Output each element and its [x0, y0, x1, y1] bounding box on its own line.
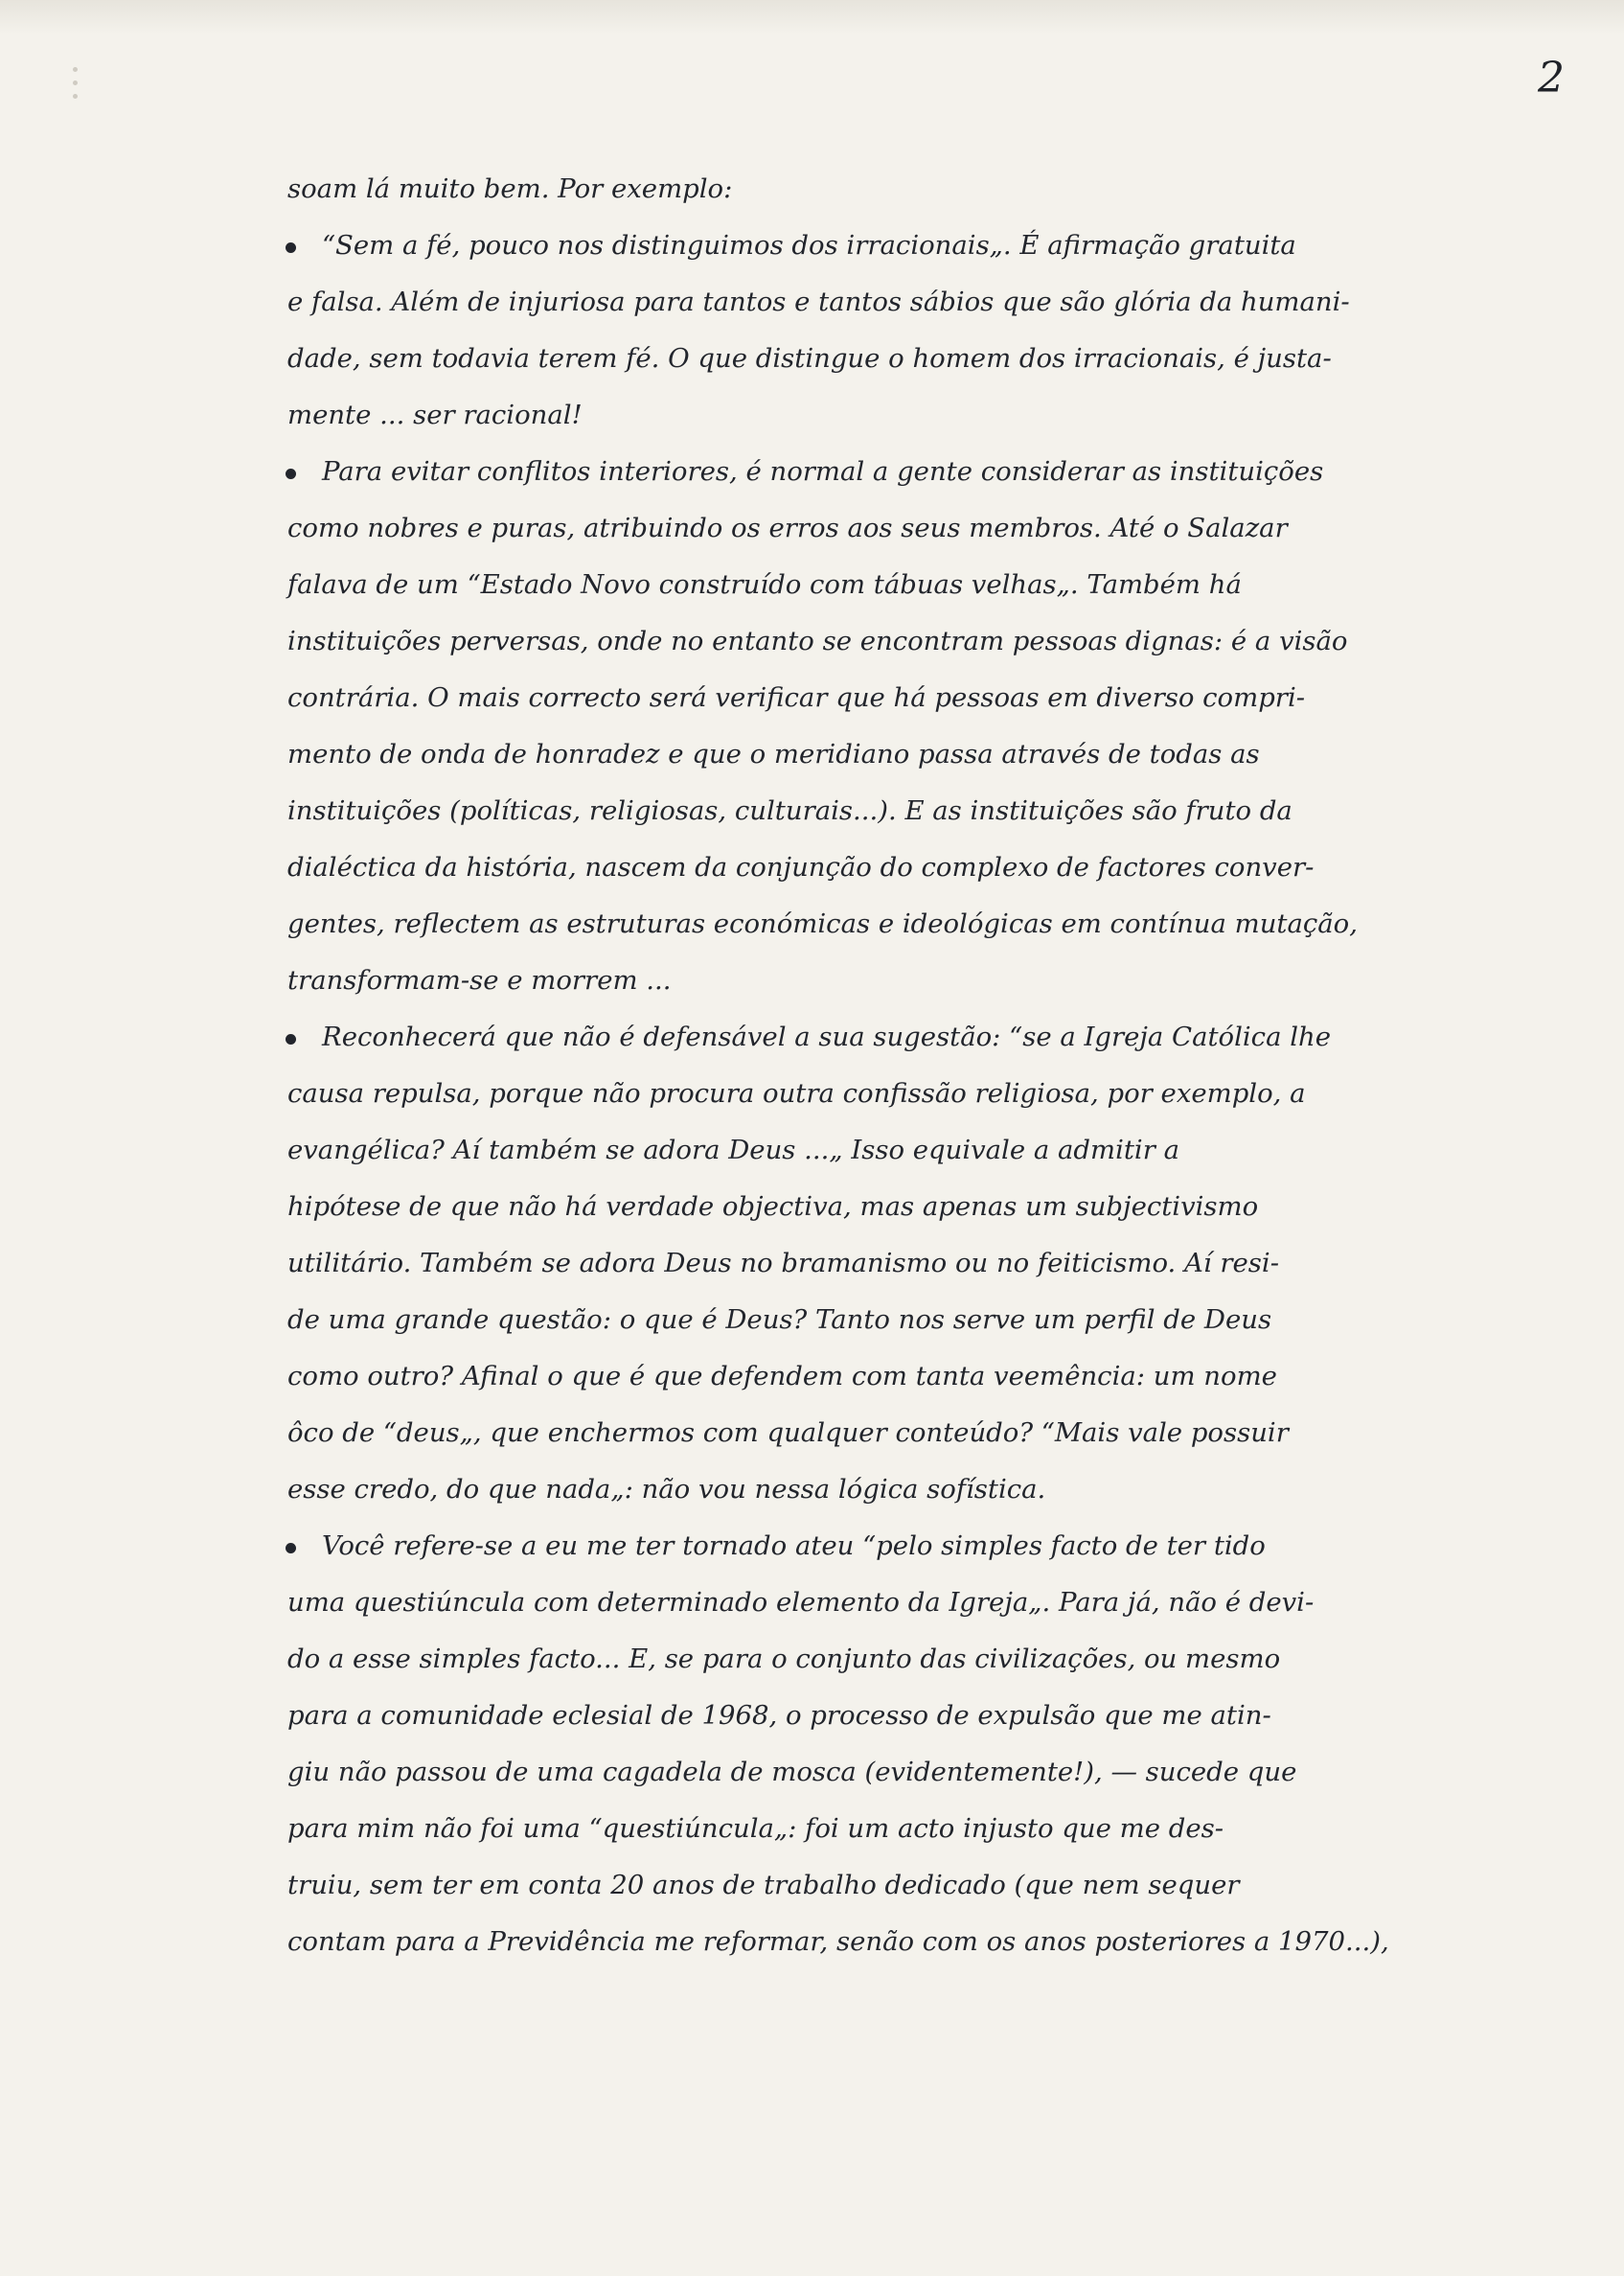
line-text: para a comunidade eclesial de 1968, o processo de expulsão que me atin- — [287, 1700, 1271, 1731]
text-line — [287, 896, 1543, 953]
handwritten-body-text — [287, 161, 1543, 1970]
line-text: uma questiúncula com determinado elemento da Igreja„. Para já, não é devi- — [287, 1587, 1315, 1618]
line-text: como outro? Afinal o que é que defendem com tanta veemência: um nome — [287, 1361, 1277, 1391]
text-line — [287, 1575, 1543, 1631]
text-line — [287, 726, 1543, 783]
line-text: gentes, reflectem as estruturas económicas e ideológicas em contínua mutação, — [287, 908, 1358, 939]
text-line — [287, 274, 1543, 331]
line-text: Você refere-se a eu me ter tornado ateu “pelo simples facto de ter tido — [322, 1530, 1266, 1561]
line-text: hipótese de que não há verdade objectiva, mas apenas um subjectivismo — [287, 1191, 1259, 1222]
bullet-dot-icon — [286, 242, 296, 253]
line-text: truiu, sem ter em conta 20 anos de trabalho dedicado (que nem sequer — [287, 1870, 1240, 1900]
line-text: “Sem a fé, pouco nos distinguimos dos irracionais„. É afirmação gratuita — [322, 230, 1296, 261]
line-text: dialéctica da história, nascem da conjunção do complexo de factores conver- — [287, 852, 1315, 883]
text-line — [287, 557, 1543, 613]
line-text: ôco de “deus„, que enchermos com qualquer conteúdo? “Mais vale possuir — [287, 1417, 1289, 1448]
line-text: utilitário. Também se adora Deus no bramanismo ou no feiticismo. Aí resi- — [287, 1248, 1280, 1278]
bullet-dot-icon — [286, 1034, 296, 1045]
text-line — [287, 1744, 1543, 1801]
line-text: mente ... ser racional! — [287, 400, 583, 430]
text-line — [287, 1801, 1543, 1857]
line-text: do a esse simples facto... E, se para o conjunto das civilizações, ou mesmo — [287, 1644, 1281, 1674]
line-text: soam lá muito bem. Por exemplo: — [287, 173, 733, 204]
line-text: evangélica? Aí também se adora Deus ...„ Isso equivale a admitir a — [287, 1135, 1179, 1165]
text-line — [287, 500, 1543, 557]
punch-mark — [73, 94, 78, 99]
text-line — [287, 1235, 1543, 1292]
bullet-dot-icon — [286, 469, 296, 479]
text-line — [287, 331, 1543, 387]
line-text: contrária. O mais correcto será verificar que há pessoas em diverso compri- — [287, 682, 1306, 713]
line-text: falava de um “Estado Novo construído com tábuas velhas„. Também há — [287, 569, 1242, 600]
line-text: como nobres e puras, atribuindo os erros aos seus membros. Até o Salazar — [287, 513, 1288, 543]
text-line — [287, 1688, 1543, 1744]
text-line — [287, 613, 1543, 670]
text-line — [287, 1914, 1543, 1970]
text-line — [287, 1405, 1543, 1461]
text-line — [287, 1066, 1543, 1122]
text-line — [287, 839, 1543, 896]
line-text: contam para a Previdência me reformar, senão com os anos posteriores a 1970...), — [287, 1926, 1389, 1957]
line-text: para mim não foi uma “questiúncula„: foi um acto injusto que me des- — [287, 1813, 1224, 1844]
line-text: Reconhecerá que não é defensável a sua sugestão: “se a Igreja Católica lhe — [322, 1022, 1331, 1052]
text-line — [287, 1348, 1543, 1405]
line-text: e falsa. Além de injuriosa para tantos e tantos sábios que são glória da humani- — [287, 287, 1350, 317]
bullet-line — [287, 1518, 1543, 1575]
bullet-line — [287, 444, 1543, 500]
line-text: instituições perversas, onde no entanto se encontram pessoas dignas: é a visão — [287, 626, 1348, 656]
text-line — [287, 1122, 1543, 1179]
text-line — [287, 1292, 1543, 1348]
line-text: esse credo, do que nada„: não vou nessa lógica sofística. — [287, 1474, 1046, 1505]
line-text: de uma grande questão: o que é Deus? Tanto nos serve um perfil de Deus — [287, 1304, 1272, 1335]
line-text: dade, sem todavia terem fé. O que distingue o homem dos irracionais, é justa- — [287, 343, 1332, 374]
punch-mark — [73, 80, 78, 85]
bullet-line — [287, 1009, 1543, 1066]
punch-mark — [73, 67, 78, 72]
text-line — [287, 953, 1543, 1009]
line-text: giu não passou de uma cagadela de mosca (evidentemente!), — sucede que — [287, 1757, 1297, 1787]
text-line — [287, 783, 1543, 839]
text-line — [287, 1179, 1543, 1235]
page-number: 2 — [1538, 54, 1565, 103]
text-line — [287, 1857, 1543, 1914]
bullet-dot-icon — [286, 1543, 296, 1553]
text-line — [287, 161, 1543, 218]
line-text: causa repulsa, porque não procura outra confissão religiosa, por exemplo, a — [287, 1078, 1306, 1109]
line-text: Para evitar conflitos interiores, é normal a gente considerar as instituições — [322, 456, 1324, 487]
text-line — [287, 387, 1543, 444]
top-edge-shadow — [0, 0, 1624, 34]
line-text: transformam-se e morrem ... — [287, 965, 672, 996]
text-line — [287, 670, 1543, 726]
line-text: instituições (políticas, religiosas, culturais...). E as instituições são fruto da — [287, 795, 1292, 826]
line-text: mento de onda de honradez e que o meridiano passa através de todas as — [287, 739, 1260, 770]
text-line — [287, 1461, 1543, 1518]
text-line — [287, 1631, 1543, 1688]
bullet-line — [287, 218, 1543, 274]
